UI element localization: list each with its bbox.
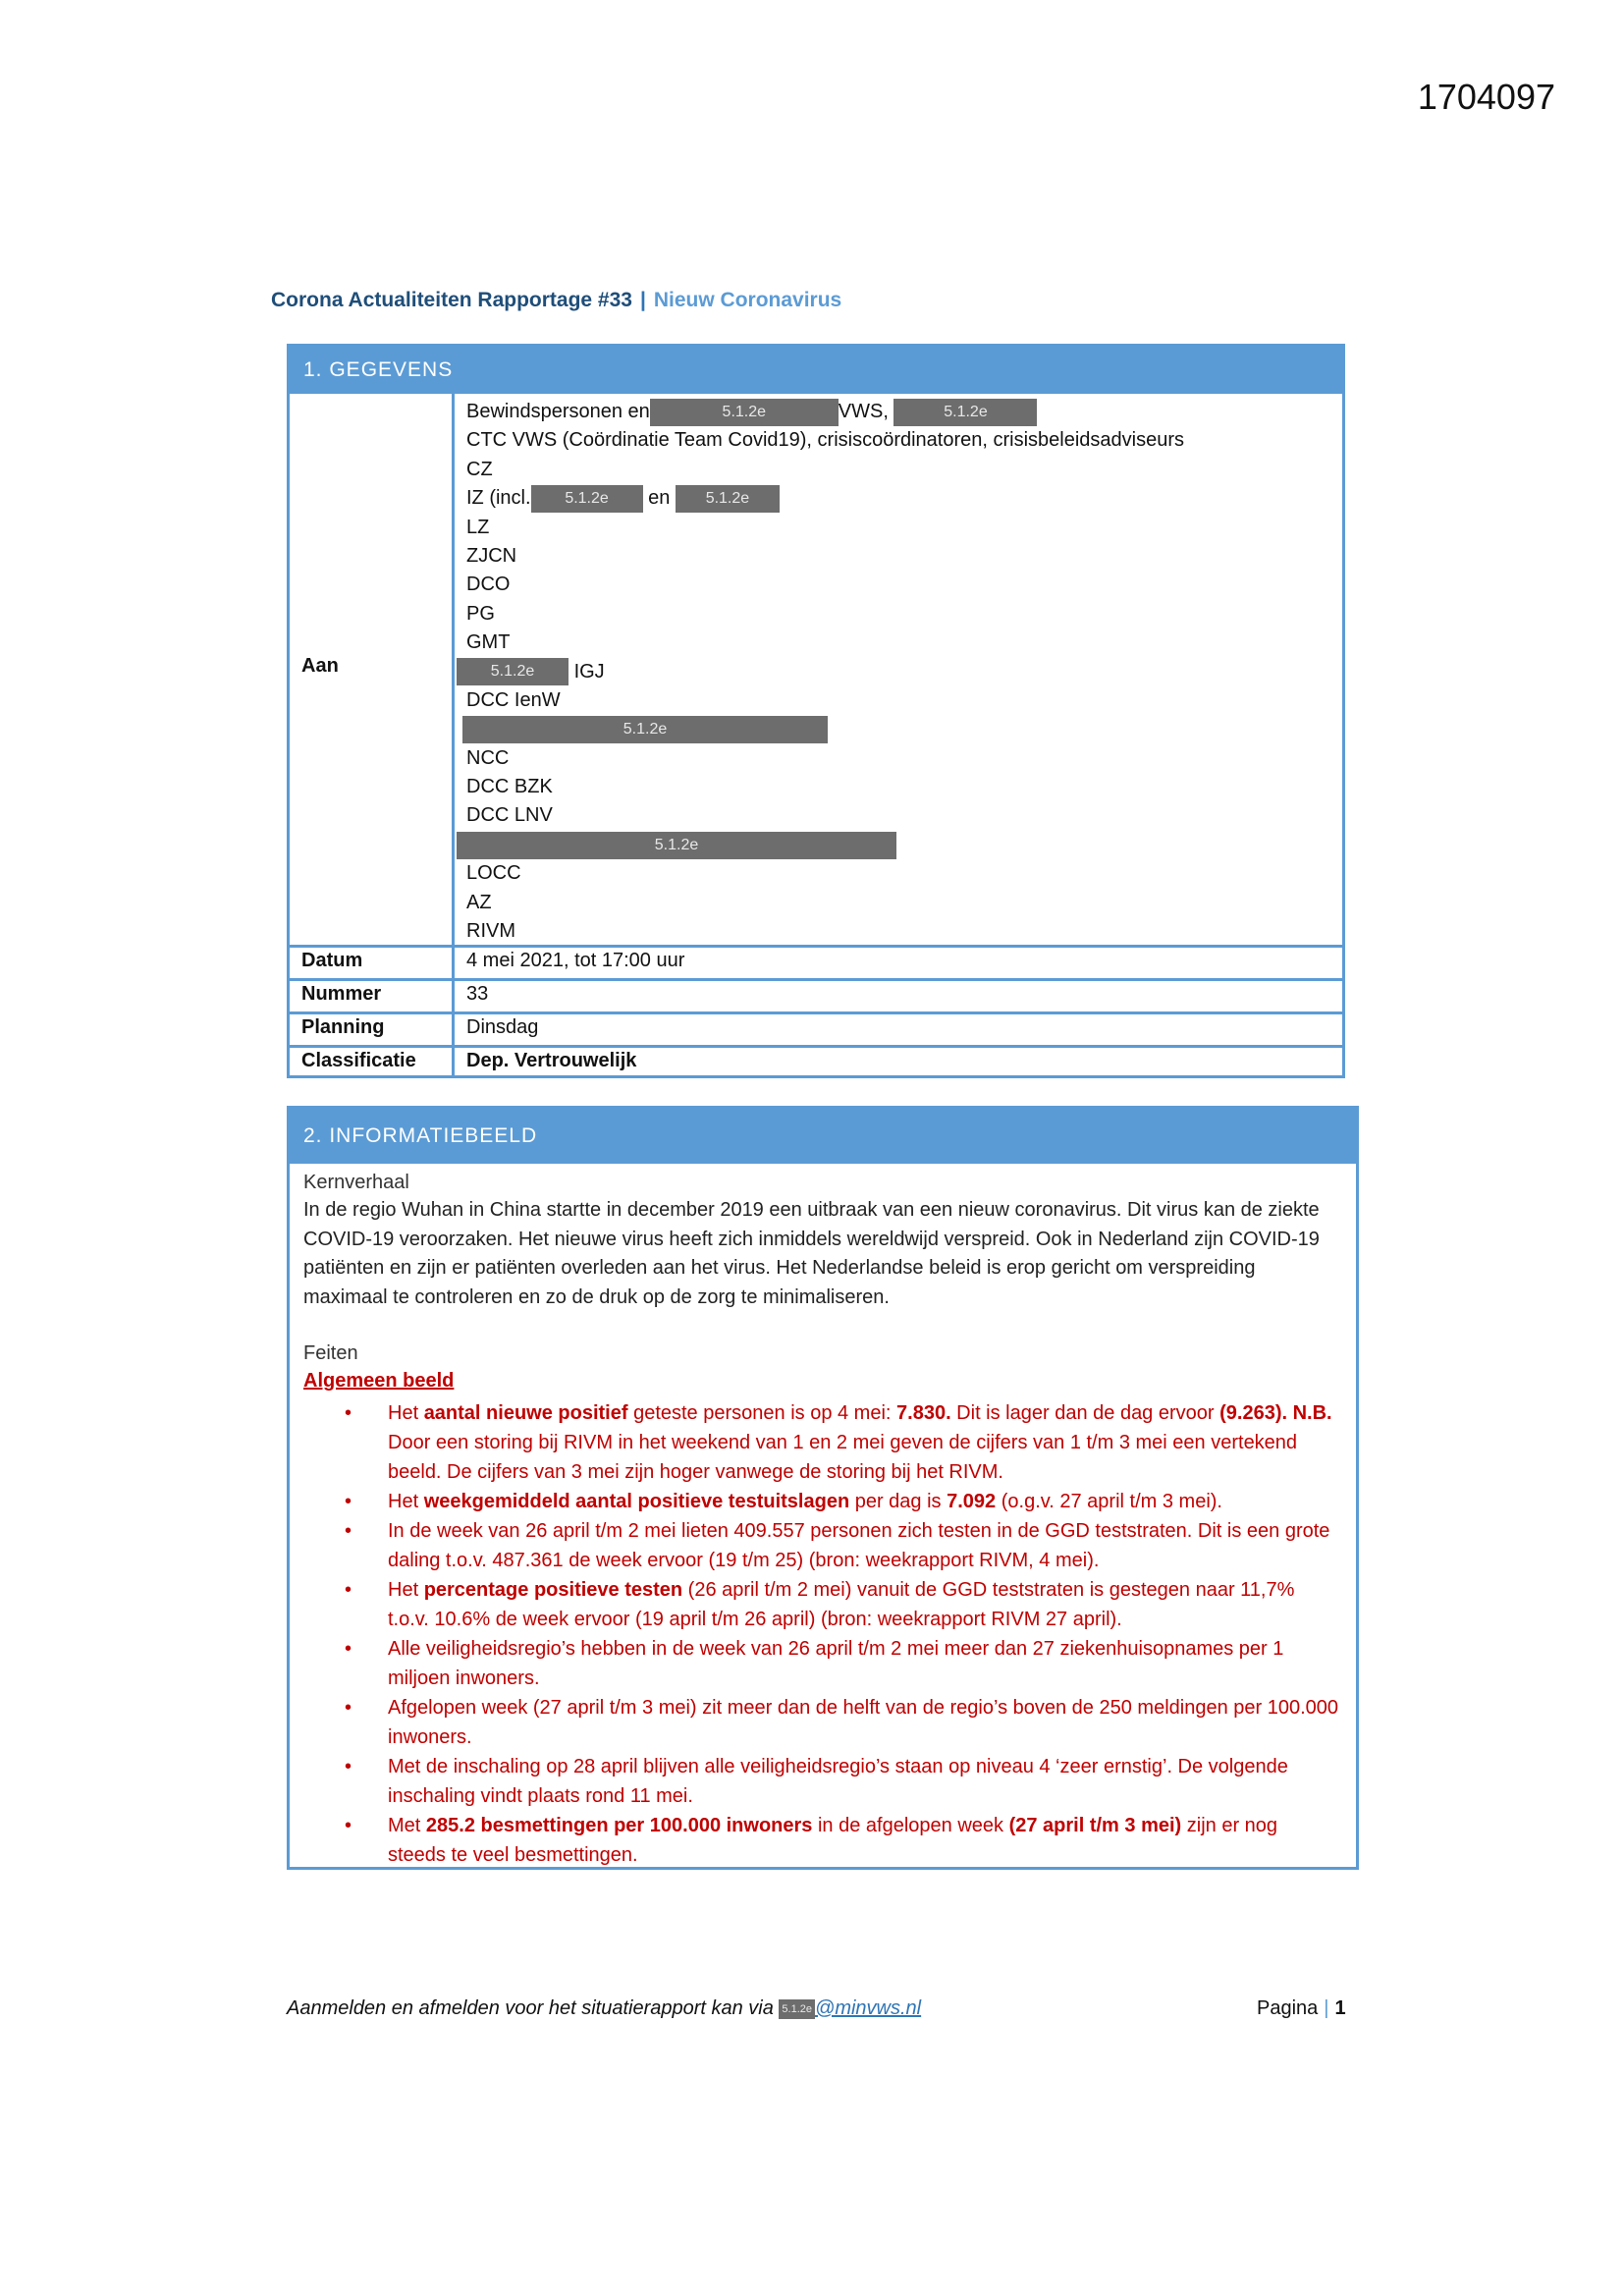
recipient-list <box>466 398 1184 946</box>
section-heading: 2. INFORMATIEBEELD <box>290 1109 1356 1164</box>
redaction: 5.1.2e <box>462 716 828 743</box>
list-item: • Met 285.2 besmettingen per 100.000 inwoners in de afgelopen week (27 april t/m 3 mei) zijn er nog steeds te veel besmettingen. <box>388 1811 1340 1870</box>
label-aan: Aan <box>301 655 339 677</box>
redaction: 5.1.2e <box>457 832 896 859</box>
recipient-line: CZ <box>466 458 493 480</box>
recipient-line: DCC LNV <box>466 804 553 827</box>
label-planning: Planning <box>301 1016 385 1038</box>
feiten-label: Feiten <box>303 1342 358 1364</box>
footer-subscribe: Aanmelden en afmelden voor het situatierapport kan via 5.1.2e @minvws.nl <box>287 1997 922 2019</box>
value-classificatie: Dep. Vertrouwelijk <box>466 1050 637 1071</box>
section-heading: 1. GEGEVENS <box>290 347 1342 394</box>
row-planning <box>290 1011 1342 1048</box>
label-nummer: Nummer <box>301 983 382 1005</box>
list-item: • Met de inschaling op 28 april blijven alle veiligheidsregio’s staan op niveau 4 ‘zeer ernstig’. De volgende inschaling vindt plaats rond 11 mei. <box>388 1752 1340 1811</box>
document-number: 1704097 <box>1417 77 1555 117</box>
recipient-line: ZJCN <box>466 544 517 567</box>
list-item: • Het percentage positieve testen (26 april t/m 2 mei) vanuit de GGD teststraten is gestegen naar 11,7% t.o.v. 10.6% de week ervoor (19 april t/m 26 april) (bron: weekrapport RIVM 27 april). <box>388 1575 1340 1634</box>
recipient-line: GMT <box>466 631 511 654</box>
redaction: 5.1.2e <box>676 485 780 513</box>
redaction: 5.1.2e <box>650 399 839 426</box>
recipient-line: DCO <box>466 574 511 596</box>
redaction: 5.1.2e <box>457 658 568 685</box>
row-classificatie <box>290 1045 1342 1081</box>
value-planning: Dinsdag <box>466 1016 539 1038</box>
report-title <box>271 289 841 312</box>
recipient-line: DCC IenW <box>466 688 561 711</box>
value-datum: 4 mei 2021, tot 17:00 uur <box>466 950 685 971</box>
recipient-line: LZ <box>466 516 490 538</box>
page-number: Pagina | 1 <box>1257 1997 1346 2019</box>
recipient-line: AZ <box>466 891 492 913</box>
recipient-line <box>457 831 1184 859</box>
label-datum: Datum <box>301 950 363 971</box>
list-item: • Het weekgemiddeld aantal positieve testuitslagen per dag is 7.092 (o.g.v. 27 april t/m 3 mei). <box>388 1487 1340 1516</box>
email-link[interactable]: @minvws.nl <box>815 1997 922 2019</box>
algemeen-beeld-label: Algemeen beeld <box>303 1370 455 1392</box>
recipient-line: PG <box>466 602 495 625</box>
recipient-line: 5.1.2e IGJ <box>457 658 1184 686</box>
recipient-line: CTC VWS (Coördinatie Team Covid19), crisiscoördinatoren, crisisbeleidsadviseurs <box>466 429 1185 452</box>
recipient-line: NCC <box>466 746 510 769</box>
section-informatiebeeld <box>287 1106 1359 1870</box>
section-gegevens <box>287 344 1345 1078</box>
recipient-line: RIVM <box>466 920 515 943</box>
list-item: • Afgelopen week (27 april t/m 3 mei) zit meer dan de helft van de regio’s boven de 250 meldingen per 100.000 inwoners. <box>388 1693 1340 1752</box>
redaction: 5.1.2e <box>779 1999 815 2019</box>
recipient-line: LOCC <box>466 862 521 885</box>
list-item: • In de week van 26 april t/m 2 mei lieten 409.557 personen zich testen in de GGD teststraten. Dit is een grote daling t.o.v. 487.361 de week ervoor (19 t/m 25) (bron: weekrapport RIVM, 4 mei). <box>388 1516 1340 1575</box>
recipient-line: Bewindspersonen en 5.1.2e VWS, 5.1.2e <box>466 398 1184 426</box>
label-classificatie: Classificatie <box>301 1050 416 1071</box>
redaction: 5.1.2e <box>531 485 643 513</box>
report-subtitle: Nieuw Coronavirus <box>653 289 842 311</box>
redaction: 5.1.2e <box>893 399 1037 426</box>
title-separator: | <box>639 289 646 311</box>
value-nummer: 33 <box>466 983 489 1005</box>
kernverhaal-label: Kernverhaal <box>303 1172 409 1193</box>
list-item: • Alle veiligheidsregio’s hebben in de week van 26 april t/m 2 mei meer dan 27 ziekenhuisopnames per 1 miljoen inwoners. <box>388 1634 1340 1693</box>
recipient-line: DCC BZK <box>466 776 553 798</box>
recipient-line: IZ (incl. 5.1.2e en 5.1.2e <box>466 484 1184 513</box>
row-nummer <box>290 978 1342 1014</box>
list-item: • Het aantal nieuwe positief geteste personen is op 4 mei: 7.830. Dit is lager dan de dag ervoor (9.263). N.B. Door een storing bij RIVM in het weekend van 1 en 2 mei geven de cijfers van 1 t/m 3 mei een vertekend beeld. De cijfers van 3 mei zijn hoger vanwege de storing bij het RIVM. <box>388 1398 1340 1487</box>
row-datum <box>290 945 1342 981</box>
recipient-line <box>462 715 1184 743</box>
report-title-main: Corona Actualiteiten Rapportage #33 <box>271 289 632 311</box>
kernverhaal-text: In de regio Wuhan in China startte in december 2019 een uitbraak van een nieuw coronavirus. Dit virus kan de ziekte COVID-19 veroorzaken. Het nieuwe virus heeft zich inmiddels wereldwijd verspreid. Ook in Nederland zijn COVID-19 patiënten en zijn er patiënten overleden aan het virus. Het Nederlandse beleid is erop gericht om verspreiding maximaal te controleren en zo de druk op de zorg te minimaliseren. <box>303 1199 1320 1308</box>
